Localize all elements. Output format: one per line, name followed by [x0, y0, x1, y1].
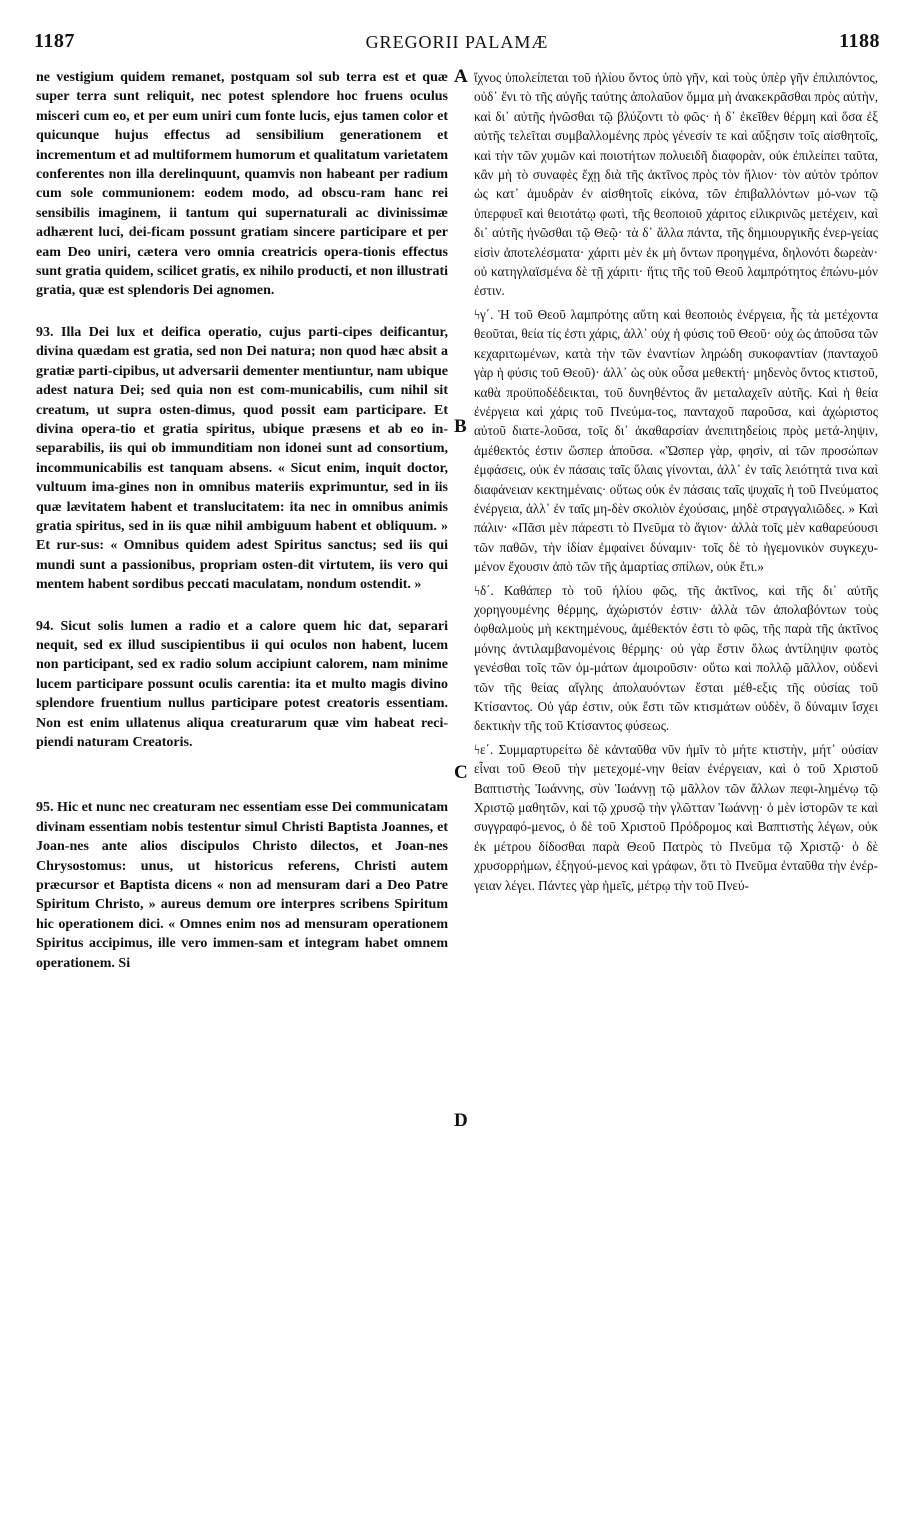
margin-letter-b: B	[454, 416, 467, 437]
greek-column	[474, 68, 878, 895]
running-title: GREGORII PALAMÆ	[365, 32, 549, 52]
latin-paragraph: 93. Illa Dei lux et deifica operatio, cujus parti-cipes deificantur, divina quædam est gratia, sed non Dei natura; non quod hæc absit a gratiæ parti-cipibus, ut adversarii dementer mentiuntur, nam ubique adest natura Dei; sed quia non est com-municabilis, cum nihil sit creatum, ut supra osten-dimus, quod possit eam participare. Et divina opera-tio et gratia spiritus, ubique præsens et ab eo in-separabilis, iis qui ob immunditiam non idonei sunt ad consortium, incommunicabilis est tanquam absens. « Sicut enim, inquit doctor, vultuum ima-gines non in omnibus materiis exprimuntur, sed in iis quæ lævitatem habent et translucitatem: ita nec in omnibus animis gratia spiritus, sed in iis quæ nihil ambiguum habent et obliquum. » Et rur-sus: « Omnibus quidem adest Spiritus sanctus; sed iis qui mundi sunt a passionibus, propriam osten-dit virtutem, iis vero qui mentem habent sordibus peccati maculatam, nondum ostendit. »	[36, 324, 448, 593]
greek-paragraph: ἴχνος ὑπολείπεται τοῦ ἡλίου ὄντος ὑπὸ γῆν, καὶ τοὺς ὑπὲρ γῆν ἐπιλιπόντος, οὐδ᾽ ἔνι τὸ τῆς αὐγῆς ταύτης ἀπολαῦον ὄμμα μὴ ἀνακεκρᾶσθαι πρὸς αὐτὴν, καὶ δι᾽ αὐτῆς ἡνῶσθαι τῷ βλύζοντι τὸ φῶς· ἡ δ᾽ ἐκεῖθεν θέρμη καὶ ὅσα ἐξ αὐτῆς τελεῖται συμβαλλομένης πρὸς γένεσίν τε καὶ αὔξησιν τοῖς αἰσθητοῖς, καὶ τὴν τῶν χυμῶν καὶ ποιοτήτων πολυειδῆ διαφορὰν, οὐκ ἐπιλείπει ταῦτα, κἂν μὴ τὸ συναφὲς ἔχῃ διὰ τῆς ἀκτῖνος πρὸς τὸν ἥλιον· τὸν αὐτὸν τρόπον ὡς κατ᾽ ἀμυδρὰν ἐν αἰσθητοῖς εἰκόνα, τῶν ἐπιβαλλόντων μό-νων τῷ ὑπερφυεῖ καὶ θειοτάτῳ φωτὶ, τῆς θεοποιοῦ χάριτος εἰλικρινῶς μετέχειν, καὶ δι᾽ αὐτῆς ἡνῶσθαι τῷ Θεῷ· τὰ δ᾽ ἄλλα πάντα, τῆς δημιουργικῆς ἐνερ-γείας εἰσὶν ἀποτελέσματα· χάριτι μὲν ἐκ μὴ ὄντων προηγμένα, δηλονότι δωρεὰν· οὐ κατηγλαϊσμένα δὲ τῇ χάριτι· ἥτις τῆς τοῦ Θεοῦ λαμπρότητος ἐπώνυ-μόν ἐστιν.	[474, 70, 878, 299]
page-number-right: 1188	[839, 30, 880, 52]
latin-paragraph: 95. Hic et nunc nec creaturam nec essentiam esse Dei communicatam divinam essentiam nobis testentur simul Christi Baptista Joannes, et Joan-nes ante alios discipulos Christo dilectos, et Joan-nes Chrysostomus: unus, ut historicus referens, Christi autem præcursor et Baptista dicens « non ad mensuram dari a Deo Patre Spiritum Christo, » aureus demum ore interpres scribens Spiritum hic operationem dici. « Omnes enim nos ad mensuram operationem Spiritus accipimus, ille vero immen-sam et integram habet omnem operationem. Si	[36, 800, 448, 971]
page-header	[34, 10, 880, 52]
latin-paragraph: ne vestigium quidem remanet, postquam sol sub terra est et quæ super terra sunt reliquit, nec potest splendore hoc fruens oculus misceri cum eo, et per eum uniri cum fonte lucis, ejus tamen color et quicunque hujus effectus ad sensibilium generationem et incrementum et ad multiformem humorum et qualitatum varietatem conferentes non illa derelinquunt, quamvis non habeant per radium cum sole communionem: eodem modo, ad obscu-ram hanc rei sensibilis imaginem, ii tantum qui supernaturali ac divinissimæ adhærent luci, dei-ficam possunt gratiam sincere participare et per eam Deo uniri, cætera vero omnia creatricis opera-tionis effectus sunt gratia quidem, scilicet gratis, ex nihilo producti, et non illustrati gratia, quæ est splendoris Dei agnomen.	[36, 70, 448, 299]
greek-paragraph: ϟδ΄. Καθάπερ τὸ τοῦ ἡλίου φῶς, τῆς ἀκτῖνος, καὶ τῆς δι᾽ αὐτῆς χορηγουμένης θέρμης, ἀχώριστόν ἐστιν· ἀλλὰ τῶν ἀπολαβόντων τοὺς ὀφθαλμοὺς μὴ κεκτημένους, ἀμέθεκτόν ἐστι τὸ φῶς, τῆς παρὰ τῆς ἀκτῖνος μόνης ἀντιλαμβανομένοις θέρμης· οὐ γὰρ ἔστιν ὅλως ἀντίληψιν φωτὸς γενέσθαι τοῖς τῶν ὀμ-μάτων ἀμοιροῦσιν· οὕτω καὶ πολλῷ μᾶλλον, οὐδενὶ τῶν τῆς θείας αἴγλης ἀπολαυόντων ἔσται μέθ-εξις τῆς οὐσίας τοῦ Κτίσαντος. Οὐ γάρ ἐστιν, οὐκ ἔστι τῶν κτισμάτων οὐδὲν, ὃ δύναμιν ἴσχει δεκτικὴν τῆς τοῦ Κτίσαντος φύσεως.	[474, 582, 878, 734]
margin-letter-c: C	[454, 762, 468, 783]
latin-paragraph: 94. Sicut solis lumen a radio et a calore quem hic dat, separari nequit, sed ex illud suscipientibus ii qui oculos non habent, lucem non participant, sed ex radio solum accipiunt calorem, nam minime lucem participare possunt oculis carentia: ita et multo magis divino splendore fruentium nullus participare potest creatoris essentiam. Non est enim ullatenus aliqua creaturarum quæ vim habeat reci-piendi naturam Creatoris.	[36, 618, 448, 750]
page-number-left: 1187	[34, 30, 75, 52]
latin-column	[36, 68, 448, 973]
greek-paragraph: ϟε΄. Συμμαρτυρείτω δὲ κἀνταῦθα νῦν ἡμῖν τὸ μήτε κτιστὴν, μήτ᾽ οὐσίαν εἶναι τοῦ Θεοῦ τὴν μετεχομέ-νην θείαν ἐνέργειαν, καὶ ὁ τοῦ Χριστοῦ Βαπτιστὴς Ἰωάννης, σὺν Ἰωάννῃ τῷ μᾶλλον τῶν ἄλλων πεφι-λημένῳ τῷ Χριστῷ μαθητῶν, καὶ τῷ χρυσῷ τὴν γλῶτταν Ἰωάννῃ· ὁ μὲν ἱστορῶν τε καὶ συγγραφό-μενος, ὁ δὲ τοῦ Χριστοῦ Πρόδρομος καὶ Βαπτιστὴς λέγων, οὐκ ἐκ μέτρου δίδοσθαι παρὰ Θεοῦ Πατρὸς τὸ Πνεῦμα τῷ Χριστῷ· ὁ δὲ χρυσορρήμων, ἐξηγού-μενος καὶ γράφων, ὅτι τὸ Πνεῦμα ἐνταῦθα τὴν ἐνέρ-γειαν λέγει. Πάντες γὰρ ἡμεῖς, μέτρῳ τὴν τοῦ Πνεύ-	[474, 741, 878, 893]
margin-letter-a: A	[454, 66, 468, 87]
greek-paragraph: ϟγ΄. Ἡ τοῦ Θεοῦ λαμπρότης αὕτη καὶ θεοποιὸς ἐνέργεια, ἧς τὰ μετέχοντα θεοῦται, θεία τίς ἐστι χάρις, ἀλλ᾽ οὐχ ἡ φύσις τοῦ Θεοῦ· οὐχ ὡς ἀποῦσα τῶν κεχαριτωμένων, κατὰ τὴν τῶν ἐναντίων ληρώδη συκοφαντίαν (πανταχοῦ γὰρ ἡ φύσις τοῦ Θεοῦ)· ἀλλ᾽ ὡς οὐκ οὖσα μεθεκτή· μηδενὸς ὄντος κτιστοῦ, καθὰ προϋποδέδεικται, τοῦ δυνηθέντος ἂν μεταλαχεῖν αὐτῆς. Καὶ ἡ θεία ἐνέργεια καὶ χάρις τοῦ Πνεύμα-τος, πανταχοῦ παροῦσα, καὶ ἀχώριστος αὐτοῦ διατε-λοῦσα, τοῖς δι᾽ ἀκαθαρσίαν ἀνεπιτηδείοις πρὸς μετά-ληψιν, ἀμέθεκτός ἐστιν ὥσπερ ἀποῦσα. «Ὥσπερ γὰρ, φησὶν, αἱ τῶν προσώπων ἐμφάσεις, οὐκ ἐν πάσαις ταῖς ὕλαις γίνονται, ἀλλ᾽ ἐν ταῖς λειότητά τινα καὶ διαφάνειαν κεκτημέναις· οὕτως οὐκ ἐν πάσαις ταῖς ψυχαῖς ἡ τοῦ Πνεύματος ἐνέργεια, ἀλλ᾽ ἐν ταῖς μη-δὲν σκολιὸν ἐχούσαις, μηδὲ στραγγαλιῶδες. » Καὶ πάλιν· «Πᾶσι μὲν πάρεστι τὸ Πνεῦμα τὸ ἅγιον· ἀλλὰ τοῖς μὲν καθαρεύουσι τῶν παθῶν, τὴν ἰδίαν ἐμφαίνει δύναμιν· τοῖς δὲ τὸ ἡγεμονικὸν συγκεχυ-μένον ἔχουσιν ἀπὸ τῶν τῆς ἁμαρτίας σπίλων, οὐκ ἔτι.»	[474, 306, 878, 575]
margin-letter-d: D	[454, 1110, 468, 1131]
